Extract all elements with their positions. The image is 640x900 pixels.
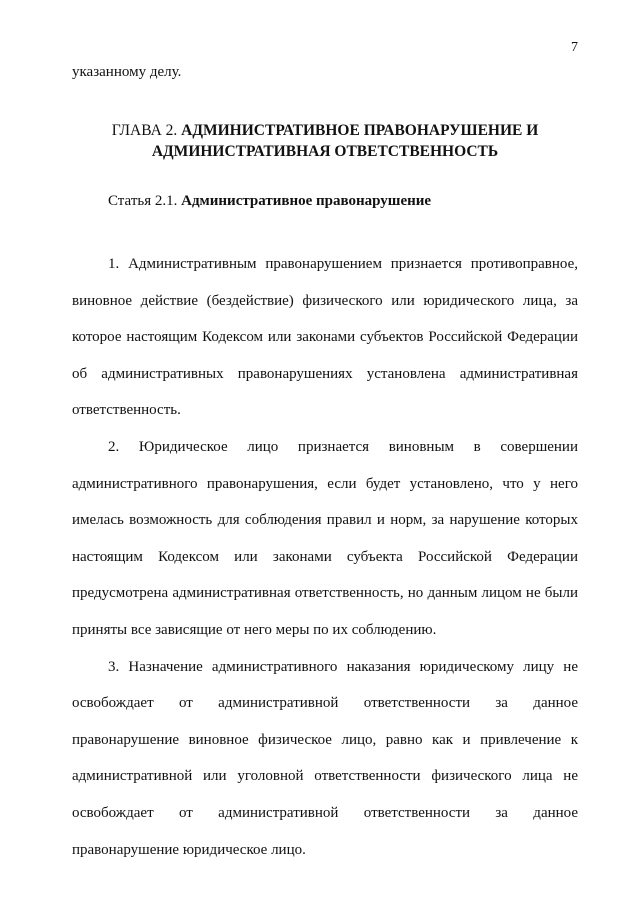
paragraph-3: 3. Назначение административного наказания юридическому лицу не освобождает от административной ответственности за данное правонарушение виновное физическое лицо, равно как и привлечение к административной или уголовной ответственности физического лица не освобождает от административной ответственности за данное правонарушение юридическое лицо. — [72, 658, 578, 858]
article-prefix: Статья 2.1. — [108, 193, 178, 209]
paragraph-1: 1. Административным правонарушением признается противоправное, виновное действие (бездействие) физического или юридического лица, за которое настоящим Кодексом или законами субъектов Российской Федерации об административных правонарушениях установлена административная ответственность. — [72, 256, 578, 419]
chapter-heading — [72, 120, 578, 162]
continuation-text: указанному делу. — [72, 64, 182, 80]
article-heading — [108, 193, 431, 210]
chapter-prefix: ГЛАВА 2. — [111, 122, 178, 139]
article-body — [72, 246, 578, 868]
article-title: Административное правонарушение — [181, 193, 432, 209]
page-number: 7 — [571, 40, 578, 55]
paragraph-2: 2. Юридическое лицо признается виновным в совершении административного правонарушения, если будет установлено, что у него имелась возможность для соблюдения правил и норм, за нарушение которых настоящим Кодексом или законами субъекта Российской Федерации предусмотрена административная ответственность, но данным лицом не были приняты все зависящие от него меры по их соблюдению. — [72, 438, 578, 638]
chapter-title: АДМИНИСТРАТИВНОЕ ПРАВОНАРУШЕНИЕ И АДМИНИСТРАТИВНАЯ ОТВЕТСТВЕННОСТЬ — [151, 122, 539, 160]
